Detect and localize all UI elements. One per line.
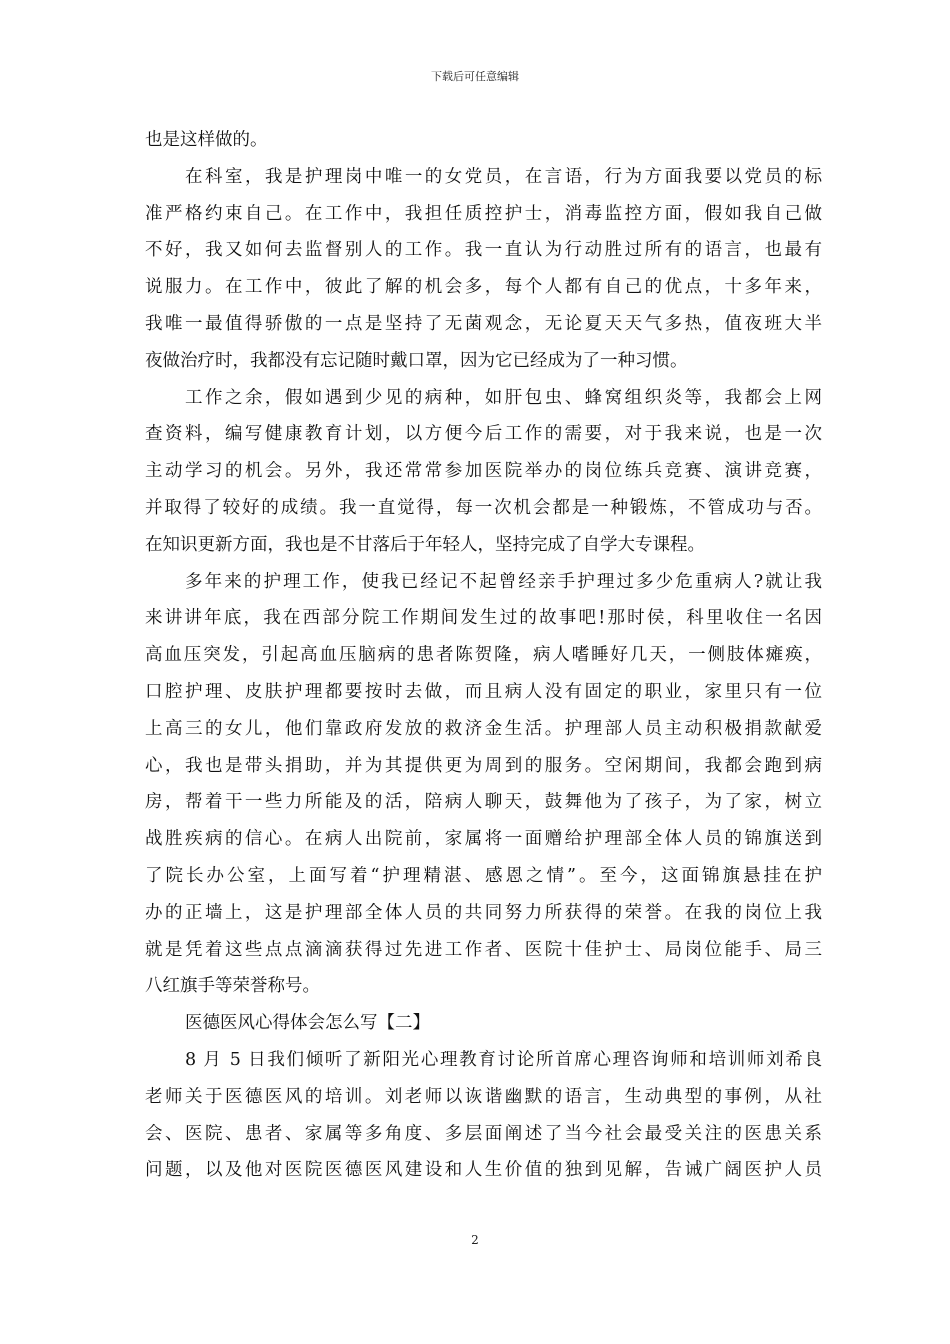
text-line: 我唯一最值得骄傲的一点是坚持了无菌观念，无论夏天天气多热，值夜班大半 [145, 313, 822, 334]
text-line: 高血压突发，引起高血压脑病的患者陈贺隆，病人嗜睡好几天，一侧肢体瘫痪， [145, 645, 822, 666]
text-line: 战胜疾病的信心。在病人出院前，家属将一面赠给护理部全体人员的锦旗送到 [145, 829, 822, 850]
text-line: 会、医院、患者、家属等多角度、多层面阐述了当今社会最受关注的医患关系 [145, 1123, 822, 1144]
text-line: 主动学习的机会。另外，我还常常参加医院举办的岗位练兵竞赛、演讲竞赛， [145, 461, 822, 482]
text-line: 了院长办公室，上面写着“护理精湛、感恩之情”。至今，这面锦旗悬挂在护 [145, 865, 822, 886]
text-line: 工作之余，假如遇到少见的病种，如肝包虫、蜂窝组织炎等，我都会上网 [185, 387, 822, 408]
text-line: 查资料，编写健康教育计划，以方便今后工作的需要，对于我来说，也是一次 [145, 424, 822, 445]
text-line: 老师关于医德医风的培训。刘老师以诙谐幽默的语言，生动典型的事例，从社 [145, 1086, 822, 1107]
text-line: 夜做治疗时，我都没有忘记随时戴口罩，因为它已经成为了一种习惯。 [145, 350, 688, 371]
text-line: 问题，以及他对医院医德医风建设和人生价值的独到见解，告诫广阔医护人员 [145, 1160, 822, 1181]
text-line: 准严格约束自己。在工作中，我担任质控护士，消毒监控方面，假如我自己做 [145, 203, 822, 224]
text-line: 八红旗手等荣誉称号。 [145, 976, 320, 997]
text-line: 8 月 5 日我们倾听了新阳光心理教育讨论所首席心理咨询师和培训师刘希良 [185, 1049, 822, 1070]
text-line: 办的正墙上，这是护理部全体人员的共同努力所获得的荣誉。在我的岗位上我 [145, 902, 822, 923]
text-line: 在科室，我是护理岗中唯一的女党员，在言语，行为方面我要以党员的标 [185, 166, 822, 187]
page-number: 2 [471, 1233, 479, 1247]
text-line: 多年来的护理工作，使我已经记不起曾经亲手护理过多少危重病人?就让我 [185, 571, 822, 592]
text-line: 房，帮着干一些力所能及的活，陪病人聊天，鼓舞他为了孩子，为了家，树立 [145, 792, 822, 813]
text-line: 心，我也是带头捐助，并为其提供更为周到的服务。空闲期间，我都会跑到病 [145, 755, 822, 776]
text-line: 说服力。在工作中，彼此了解的机会多，每个人都有自己的优点，十多年来， [145, 277, 822, 298]
text-line: 在知识更新方面，我也是不甘落后于年轻人，坚持完成了自学大专课程。 [145, 534, 705, 555]
text-line: 医德医风心得体会怎么写【二】 [185, 1013, 430, 1034]
text-line: 并取得了较好的成绩。我一直觉得，每一次机会都是一种锻炼，不管成功与否。 [145, 497, 822, 518]
text-line: 上高三的女儿，他们靠政府发放的救济金生活。护理部人员主动积极捐款献爱 [145, 718, 822, 739]
text-line: 不好，我又如何去监督别人的工作。我一直认为行动胜过所有的语言，也最有 [145, 240, 822, 261]
text-line: 口腔护理、皮肤护理都要按时去做，而且病人没有固定的职业，家里只有一位 [145, 681, 822, 702]
document-body [145, 122, 822, 1189]
text-line: 也是这样做的。 [145, 130, 268, 150]
text-line: 来讲讲年底，我在西部分院工作期间发生过的故事吧!那时侯，科里收住一名因 [145, 608, 822, 629]
text-line: 就是凭着这些点点滴滴获得过先进工作者、医院十佳护士、局岗位能手、局三 [145, 939, 822, 960]
page-header: 下载后可任意编辑 [431, 70, 519, 83]
